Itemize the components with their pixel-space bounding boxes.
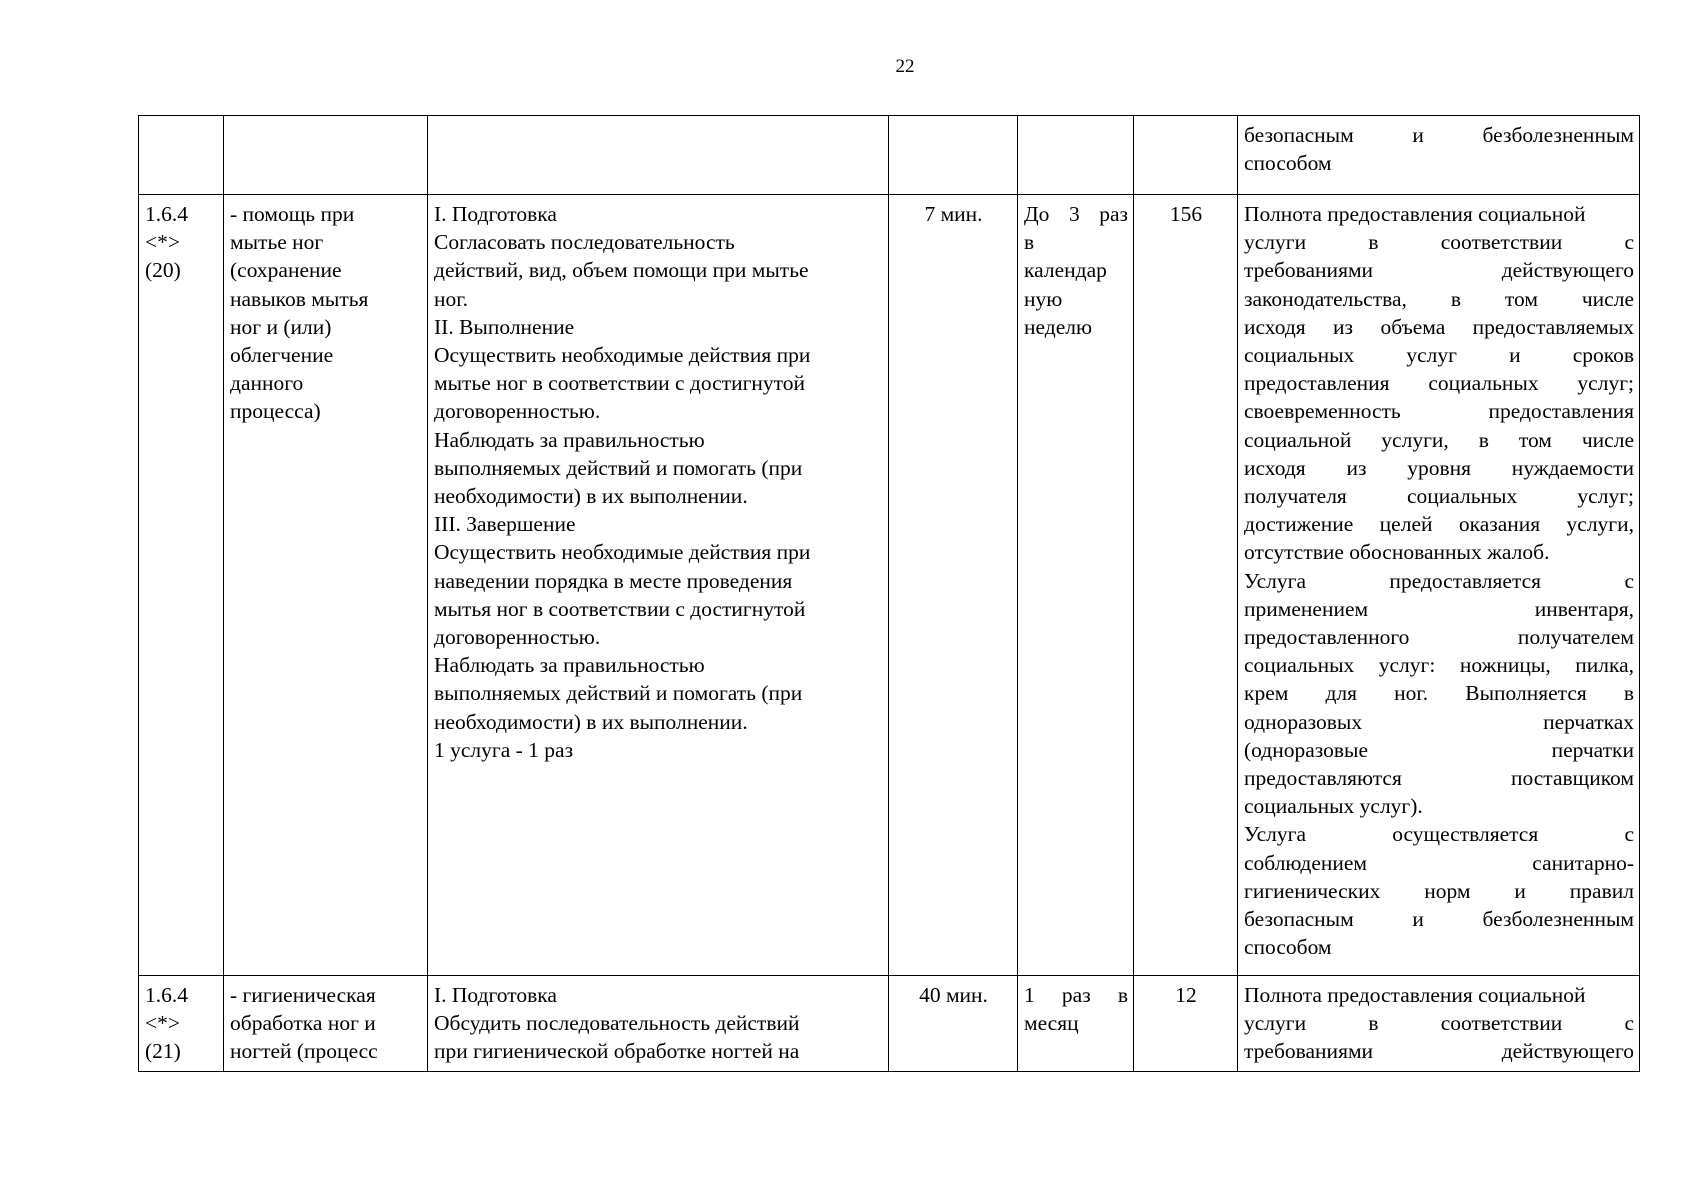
text-line: месяц (1024, 1011, 1079, 1036)
text-line: II. Выполнение (434, 314, 575, 339)
text-line: необходимости) в их выполнении. (434, 484, 748, 509)
text-line: выполняемых действий и помогать (при (434, 455, 803, 480)
services-table (138, 115, 1640, 1072)
text-line: (одноразовые перчатки (1244, 737, 1634, 762)
cell-number (139, 116, 224, 195)
duration-value: 40 мин. (919, 983, 988, 1007)
text-line: Услуга осуществляется с (1244, 822, 1634, 847)
text-line: способом (1244, 151, 1332, 176)
text-line: Полнота предоставления социальной (1244, 983, 1586, 1007)
table-row (139, 116, 1640, 195)
cell-frequency (1018, 195, 1134, 976)
text-line: одноразовых перчатках (1244, 709, 1634, 734)
text-line: I. Подготовка (434, 983, 557, 1007)
text-line: <*> (145, 1011, 181, 1036)
text-line: предоставления социальных услуг; (1244, 371, 1634, 396)
text-line: 1 раз в (1024, 983, 1128, 1007)
cell-quality (1238, 195, 1640, 976)
text-line: услуги в соответствии с (1244, 1011, 1634, 1036)
text-line: облегчение (230, 343, 334, 368)
text-line: договоренностью. (434, 399, 601, 424)
text-line: III. Завершение (434, 512, 576, 537)
cell-count (1134, 195, 1238, 976)
text-line: Обсудить последовательность действий (434, 1011, 800, 1036)
text-line: 1.6.4 (145, 983, 188, 1007)
cell-description (428, 116, 889, 195)
text-line: ног и (или) (230, 314, 332, 339)
text-line: ную (1024, 286, 1063, 311)
text-line: социальных услуг: ножницы, пилка, (1244, 653, 1634, 678)
text-line: данного (230, 371, 304, 396)
text-line: получателя социальных услуг; (1244, 484, 1634, 509)
text-line: Согласовать последовательность (434, 230, 735, 255)
text-line: способом (1244, 935, 1332, 960)
text-line: безопасным и безболезненным (1244, 907, 1634, 932)
text-line: мытья ног в соответствии с достигнутой (434, 596, 806, 621)
text-line: необходимости) в их выполнении. (434, 709, 748, 734)
text-line: процесса) (230, 399, 321, 424)
text-line: применением инвентаря, (1244, 596, 1634, 621)
cell-description (428, 976, 889, 1072)
text-line: исходя из объема предоставляемых (1244, 314, 1634, 339)
page-number: 22 (895, 56, 915, 77)
text-line: безопасным и безболезненным (1244, 123, 1634, 147)
text-line: ног. (434, 286, 469, 311)
text-line: обработка ног и (230, 1011, 376, 1036)
cell-count (1134, 976, 1238, 1072)
duration-value: 7 мин. (924, 202, 983, 226)
text-line: <*> (145, 230, 181, 255)
text-line: договоренностью. (434, 625, 601, 650)
text-line: Полнота предоставления социальной (1244, 202, 1586, 226)
cell-service-name (224, 116, 428, 195)
cell-time (889, 116, 1018, 195)
text-line: достижение целей оказания услуги, (1244, 512, 1634, 537)
cell-quality (1238, 116, 1640, 195)
text-line: мытье ног (230, 230, 324, 255)
text-line: Наблюдать за правильностью (434, 427, 705, 452)
text-line: неделю (1024, 314, 1093, 339)
text-line: мытье ног в соответствии с достигнутой (434, 371, 806, 396)
text-line: - помощь при (230, 202, 355, 226)
cell-time (889, 976, 1018, 1072)
text-line: наведении порядка в месте проведения (434, 568, 793, 593)
text-line: социальной услуги, в том числе (1244, 427, 1634, 452)
text-line: Осуществить необходимые действия при (434, 343, 811, 368)
count-value: 12 (1175, 983, 1197, 1007)
text-line: своевременность предоставления (1244, 399, 1634, 424)
text-line: исходя из уровня нуждаемости (1244, 455, 1634, 480)
text-line: 1 услуга - 1 раз (434, 737, 574, 762)
text-line: социальных услуг). (1244, 794, 1423, 819)
cell-time (889, 195, 1018, 976)
text-line: (сохранение (230, 258, 342, 283)
text-line: требованиями действующего (1244, 258, 1634, 283)
text-line: при гигиенической обработке ногтей на (434, 1039, 800, 1064)
text-line: Услуга предоставляется с (1244, 568, 1634, 593)
text-line: в (1024, 230, 1035, 255)
text-line: календар (1024, 258, 1107, 283)
cell-number (139, 976, 224, 1072)
cell-description (428, 195, 889, 976)
text-line: действий, вид, объем помощи при мытье (434, 258, 809, 283)
text-line: Осуществить необходимые действия при (434, 540, 811, 565)
text-line: (20) (145, 258, 181, 283)
cell-count (1134, 116, 1238, 195)
text-line: ногтей (процесс (230, 1039, 378, 1064)
text-line: Наблюдать за правильностью (434, 653, 705, 678)
text-line: соблюдением санитарно- (1244, 850, 1634, 875)
text-line: До 3 раз (1024, 202, 1128, 226)
table-row (139, 195, 1640, 976)
cell-number (139, 195, 224, 976)
text-line: I. Подготовка (434, 202, 557, 226)
text-line: отсутствие обоснованных жалоб. (1244, 540, 1550, 565)
text-line: - гигиеническая (230, 983, 376, 1007)
text-line: 1.6.4 (145, 202, 188, 226)
text-line: требованиями действующего (1244, 1039, 1634, 1064)
table-row (139, 976, 1640, 1072)
text-line: выполняемых действий и помогать (при (434, 681, 803, 706)
cell-service-name (224, 195, 428, 976)
text-line: законодательства, в том числе (1244, 286, 1634, 311)
count-value: 156 (1169, 202, 1203, 226)
text-line: крем для ног. Выполняется в (1244, 681, 1634, 706)
text-line: (21) (145, 1039, 181, 1064)
cell-quality (1238, 976, 1640, 1072)
cell-service-name (224, 976, 428, 1072)
text-line: предоставляются поставщиком (1244, 766, 1634, 791)
text-line: предоставленного получателем (1244, 625, 1634, 650)
text-line: социальных услуг и сроков (1244, 343, 1634, 368)
cell-frequency (1018, 976, 1134, 1072)
text-line: навыков мытья (230, 286, 369, 311)
text-line: гигиенических норм и правил (1244, 878, 1634, 903)
cell-frequency (1018, 116, 1134, 195)
text-line: услуги в соответствии с (1244, 230, 1634, 255)
